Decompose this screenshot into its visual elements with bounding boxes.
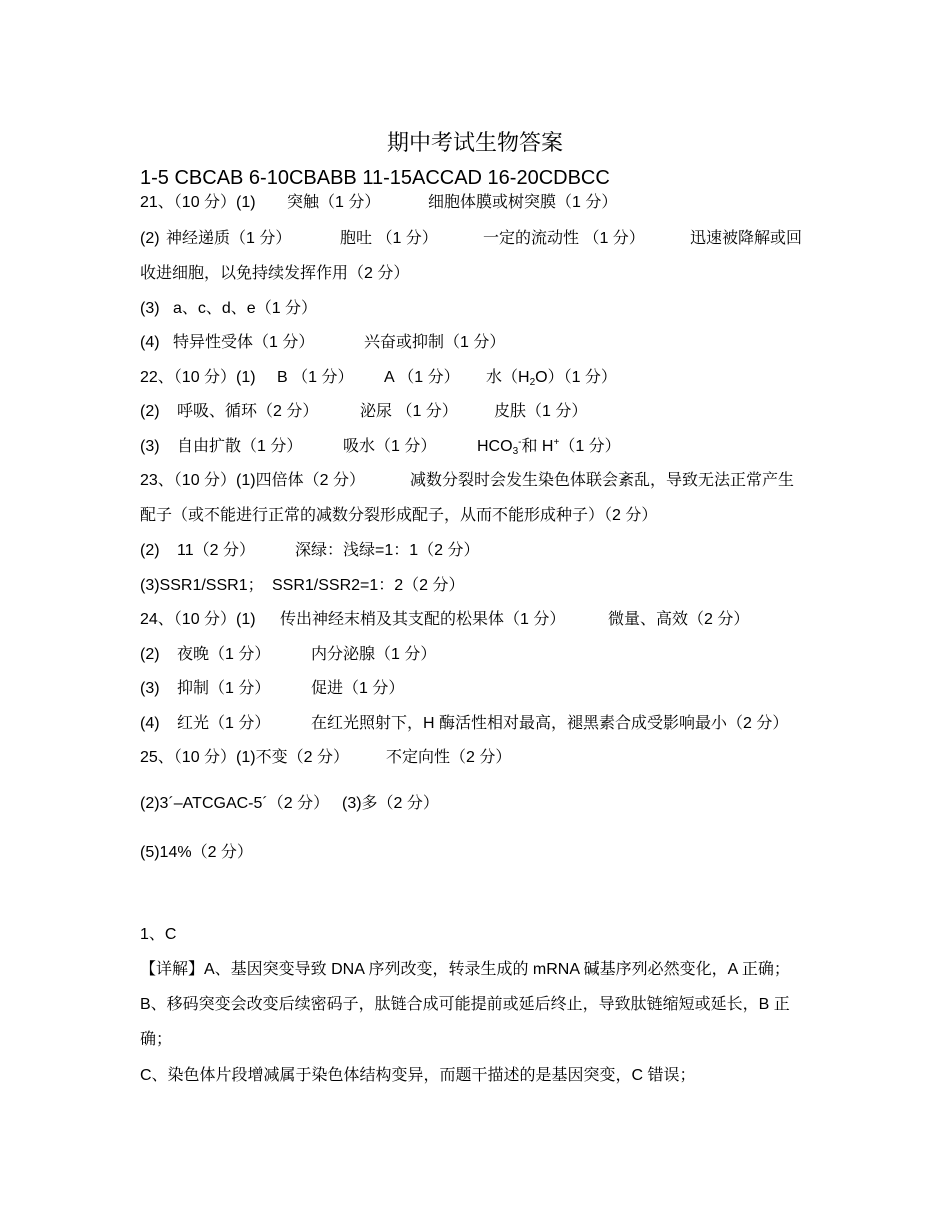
hydrogen-ion-text: 和 H bbox=[521, 438, 554, 455]
q23-part1-answer-b: 减数分裂时会发生染色体联会紊乱，导致无法正常产生 bbox=[410, 472, 795, 489]
q24-part3-answer-b: 促进（1 分） bbox=[311, 680, 405, 697]
q24-part3-answer-a: 抑制（1 分） bbox=[177, 680, 271, 697]
bicarbonate-text: HCO bbox=[477, 438, 513, 455]
q21-part2-answer-d: 迅速被降解或回 bbox=[690, 230, 803, 247]
q22-part1-answer-a: B （1 分） bbox=[277, 369, 354, 386]
q25-part1-answer-b: 不定向性（2 分） bbox=[386, 749, 512, 766]
explanation-q1-answer: 1、C bbox=[140, 926, 177, 943]
q23-part2-label: (2) bbox=[140, 542, 160, 559]
q21-part2-label: (2) bbox=[140, 230, 160, 247]
q21-part4-answer-b: 兴奋或抑制（1 分） bbox=[364, 334, 506, 351]
page-title: 期中考试生物答案 bbox=[386, 130, 563, 155]
q21-part1-answer-a: 突触（1 分） bbox=[287, 194, 381, 211]
q24-line-2 bbox=[0, 644, 950, 666]
q24-part2-answer-b: 内分泌腺（1 分） bbox=[311, 646, 437, 663]
q24-line-4 bbox=[0, 713, 950, 735]
q23-part2-answer-a: 11（2 分） bbox=[177, 542, 255, 559]
explanation-line-4 bbox=[0, 1065, 950, 1087]
water-text-start: 水（H bbox=[486, 369, 530, 386]
q23-line-1 bbox=[0, 470, 950, 492]
explanation-line-2 bbox=[0, 994, 950, 1016]
q22-part2-answer-b: 泌尿 （1 分） bbox=[360, 403, 458, 420]
q22-part1-answer-b: A （1 分） bbox=[384, 369, 460, 386]
q25-part3-answer: (3)多（2 分） bbox=[342, 795, 439, 812]
bicarbonate-charge: - bbox=[518, 437, 522, 448]
q23-part1-answer-a: 23、（10 分）(1)四倍体（2 分） bbox=[140, 472, 365, 489]
q25-part2-answer: (2)3´–ATCGAC-5´（2 分） bbox=[140, 795, 330, 812]
explanation-text: B、移码突变会改变后续密码子，肽链合成可能提前或延后终止，导致肽链缩短或延长，B 正 bbox=[140, 996, 790, 1013]
q23-part3-answer-a: (3)SSR1/SSR1； bbox=[140, 577, 264, 594]
multiple-choice-answers: 1-5 CBCAB 6-10CBABB 11-15ACCAD 16-20CDBCC bbox=[140, 167, 610, 189]
explanation-line-3 bbox=[0, 1029, 950, 1051]
q22-label: 22、（10 分）(1) bbox=[140, 369, 256, 386]
q21-part4-answer-a: 特异性受体（1 分） bbox=[173, 334, 315, 351]
q22-part2-answer-a: 呼吸、循环（2 分） bbox=[177, 403, 319, 420]
q23-part3-answer-b: SSR1/SSR2=1：2（2 分） bbox=[272, 577, 465, 594]
water-text-end: O）（1 分） bbox=[535, 369, 617, 386]
q24-line-1 bbox=[0, 609, 950, 631]
q21-line-1 bbox=[0, 192, 950, 214]
explanation-text: 【详解】A、基因突变导致 DNA 序列改变，转录生成的 mRNA 碱基序列必然变化，A 正确； bbox=[140, 961, 790, 978]
bicarbonate-subscript: 3 bbox=[512, 446, 519, 457]
q25-part5-answer: (5)14%（2 分） bbox=[140, 844, 253, 861]
q24-part4-answer-b: 在红光照射下，H 酶活性相对最高，褪黑素合成受影响最小（2 分） bbox=[311, 715, 789, 732]
q24-part3-label: (3) bbox=[140, 680, 160, 697]
q21-part2-answer-c: 一定的流动性 （1 分） bbox=[483, 230, 645, 247]
q22-part2-label: (2) bbox=[140, 403, 160, 420]
explanation-text: C、染色体片段增减属于染色体结构变异，而题干描述的是基因突变，C 错误； bbox=[140, 1067, 696, 1084]
q22-part3-label: (3) bbox=[140, 438, 160, 455]
q21-line-4 bbox=[0, 298, 950, 320]
explanation-text: 确； bbox=[140, 1031, 173, 1048]
q21-line-3 bbox=[0, 263, 950, 285]
q22-part3-answer-b: 吸水（1 分） bbox=[343, 438, 437, 455]
q25-line-3 bbox=[0, 842, 950, 864]
q25-line-2 bbox=[0, 793, 950, 815]
q23-line-2 bbox=[0, 505, 950, 527]
q22-line-3 bbox=[0, 436, 950, 458]
q22-part3-answer-a: 自由扩散（1 分） bbox=[177, 438, 303, 455]
q21-part2-answer-b: 胞吐 （1 分） bbox=[340, 230, 438, 247]
q21-line-5 bbox=[0, 332, 950, 354]
q21-part3-answer: a、c、d、e（1 分） bbox=[173, 300, 318, 317]
hydrogen-ion-charge: + bbox=[553, 437, 560, 448]
q23-line-4 bbox=[0, 575, 950, 597]
q24-part4-answer-a: 红光（1 分） bbox=[177, 715, 271, 732]
q24-label: 24、（10 分）(1) bbox=[140, 611, 256, 628]
q22-part3-answer-c bbox=[477, 436, 621, 458]
q22-line-2 bbox=[0, 401, 950, 423]
q24-part2-label: (2) bbox=[140, 646, 160, 663]
q25-line-1 bbox=[0, 747, 950, 769]
q22-line-1 bbox=[0, 367, 950, 389]
q24-part1-answer-a: 传出神经末梢及其支配的松果体（1 分） bbox=[280, 611, 566, 628]
q22-part2-answer-c: 皮肤（1 分） bbox=[494, 403, 588, 420]
q24-part4-label: (4) bbox=[140, 715, 160, 732]
q24-line-3 bbox=[0, 678, 950, 700]
q24-part1-answer-b: 微量、高效（2 分） bbox=[608, 611, 750, 628]
q25-part1-answer-a: 25、（10 分）(1)不变（2 分） bbox=[140, 749, 349, 766]
q21-part3-label: (3) bbox=[140, 300, 160, 317]
q21-part2-answer-a: 神经递质（1 分） bbox=[166, 230, 292, 247]
q21-part2-answer-d-continued: 收进细胞，以免持续发挥作用（2 分） bbox=[140, 265, 410, 282]
q22-part3-answer-c-score: （1 分） bbox=[559, 438, 621, 455]
q21-label: 21、（10 分）(1) bbox=[140, 194, 256, 211]
q21-line-2 bbox=[0, 228, 950, 250]
q23-part2-answer-b: 深绿：浅绿=1：1（2 分） bbox=[295, 542, 480, 559]
q21-part1-answer-b: 细胞体膜或树突膜（1 分） bbox=[428, 194, 618, 211]
q23-part1-answer-b-continued: 配子（或不能进行正常的减数分裂形成配子，从而不能形成种子）（2 分） bbox=[140, 507, 658, 524]
q24-part2-answer-a: 夜晚（1 分） bbox=[177, 646, 271, 663]
explanation-q1-answer-line bbox=[0, 924, 950, 946]
water-subscript: 2 bbox=[529, 377, 536, 388]
q22-part1-answer-c bbox=[486, 367, 617, 389]
explanation-line-1 bbox=[0, 959, 950, 981]
q21-part4-label: (4) bbox=[140, 334, 160, 351]
q23-line-3 bbox=[0, 540, 950, 562]
